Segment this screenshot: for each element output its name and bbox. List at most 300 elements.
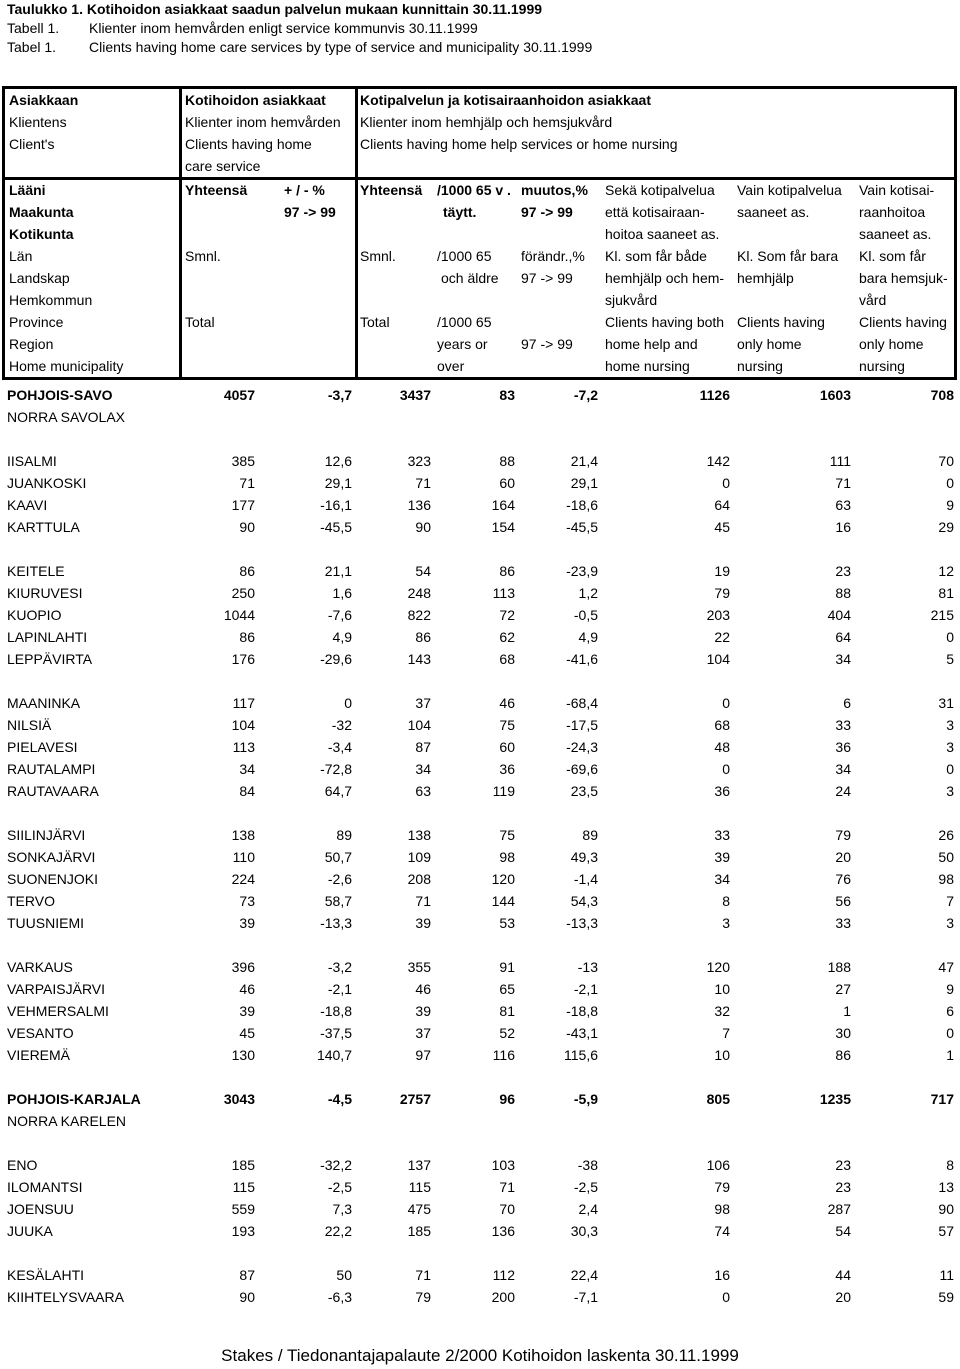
row-value-col-8: 3 bbox=[946, 915, 954, 931]
row-value-col-8: 6 bbox=[946, 1003, 954, 1019]
header-client-fi: Asiakkaan bbox=[9, 92, 79, 108]
row-value-col-5: 89 bbox=[582, 827, 598, 843]
row-value-col-6: 22 bbox=[714, 629, 730, 645]
row-value-col-4: 136 bbox=[491, 1223, 515, 1239]
header-c8-4: Kl. som får bbox=[859, 248, 926, 264]
row-value-col-7: 44 bbox=[835, 1267, 851, 1283]
row-area-name: VARPAISJÄRVI bbox=[7, 981, 106, 997]
row-value-col-6: 120 bbox=[706, 959, 730, 975]
row-area-name: ENO bbox=[7, 1157, 38, 1173]
row-value-col-5: -1,4 bbox=[573, 871, 598, 887]
table-row bbox=[0, 1198, 960, 1220]
row-value-col-2: -2,5 bbox=[327, 1179, 352, 1195]
row-value-col-7: 6 bbox=[843, 695, 851, 711]
row-value-col-6: 7 bbox=[722, 1025, 730, 1041]
row-value-col-8: 717 bbox=[930, 1091, 954, 1107]
row-value-col-1: 110 bbox=[232, 849, 255, 865]
row-value-col-1: 177 bbox=[231, 497, 255, 513]
row-value-col-6: 33 bbox=[714, 827, 730, 843]
header-c7-9: nursing bbox=[737, 358, 783, 374]
row-value-col-8: 13 bbox=[938, 1179, 954, 1195]
row-value-col-2: 7,3 bbox=[332, 1201, 352, 1217]
row-value-col-3: 39 bbox=[415, 915, 431, 931]
table-row bbox=[0, 604, 960, 626]
row-value-col-2: -2,6 bbox=[327, 871, 352, 887]
header-c5-sv-1: förändr.,% bbox=[521, 248, 585, 264]
header-area-en-2: Region bbox=[9, 336, 54, 352]
page-footer: Stakes / Tiedonantajapalaute 2/2000 Kotihoidon laskenta 30.11.1999 bbox=[221, 1346, 739, 1365]
row-value-col-3: 137 bbox=[407, 1157, 431, 1173]
table-header bbox=[2, 86, 957, 380]
row-value-col-5: -18,6 bbox=[566, 497, 598, 513]
row-value-col-5: -13,3 bbox=[566, 915, 598, 931]
title-en-label: Tabel 1. bbox=[7, 39, 57, 55]
row-value-col-6: 10 bbox=[714, 981, 730, 997]
header-c1-sv: Smnl. bbox=[185, 248, 221, 264]
row-value-col-4: 75 bbox=[499, 717, 515, 733]
row-value-col-5: 1,2 bbox=[578, 585, 598, 601]
row-area-name: VARKAUS bbox=[7, 959, 73, 975]
row-value-col-2: 50 bbox=[336, 1267, 352, 1283]
header-area-fi-3: Kotikunta bbox=[9, 226, 74, 242]
row-value-col-4: 116 bbox=[492, 1047, 515, 1063]
table-row bbox=[0, 1176, 960, 1198]
row-value-col-7: 36 bbox=[835, 739, 851, 755]
row-value-col-7: 287 bbox=[827, 1201, 851, 1217]
header-client-sv: Klientens bbox=[9, 114, 67, 130]
row-value-col-3: 79 bbox=[415, 1289, 431, 1305]
header-c6-9: home nursing bbox=[605, 358, 690, 374]
row-value-col-4: 81 bbox=[499, 1003, 515, 1019]
row-value-col-7: 23 bbox=[835, 563, 851, 579]
row-value-col-1: 104 bbox=[231, 717, 255, 733]
row-area-name: TUUSNIEMI bbox=[7, 915, 84, 931]
row-value-col-2: 89 bbox=[336, 827, 352, 843]
row-value-col-8: 26 bbox=[938, 827, 954, 843]
table-row bbox=[0, 890, 960, 912]
row-value-col-3: 185 bbox=[407, 1223, 431, 1239]
row-value-col-2: 1,6 bbox=[332, 585, 352, 601]
table-row bbox=[0, 912, 960, 934]
row-area-name: KARTTULA bbox=[7, 519, 80, 535]
header-service-sv: Klienter inom hemhjälp och hemsjukvård bbox=[360, 114, 613, 130]
row-value-col-5: 49,3 bbox=[570, 849, 598, 865]
row-value-col-4: 68 bbox=[499, 651, 515, 667]
header-c1-fi: Yhteensä bbox=[185, 182, 248, 198]
row-area-name: JOENSUU bbox=[7, 1201, 74, 1217]
header-c6-4: Kl. som får både bbox=[605, 248, 707, 264]
row-value-col-3: 104 bbox=[407, 717, 431, 733]
row-value-col-3: 46 bbox=[415, 981, 431, 997]
row-area-name: RAUTALAMPI bbox=[7, 761, 96, 777]
row-value-col-4: 60 bbox=[499, 475, 515, 491]
row-value-col-3: 54 bbox=[415, 563, 431, 579]
row-value-col-5: -38 bbox=[577, 1157, 598, 1173]
row-value-col-2: -18,8 bbox=[320, 1003, 352, 1019]
row-value-col-8: 90 bbox=[938, 1201, 954, 1217]
row-value-col-5: 29,1 bbox=[570, 475, 598, 491]
row-value-col-7: 20 bbox=[835, 1289, 851, 1305]
header-service-fi: Kotipalvelun ja kotisairaanhoidon asiakkaat bbox=[360, 92, 651, 108]
row-value-col-6: 45 bbox=[714, 519, 730, 535]
row-value-col-4: 98 bbox=[499, 849, 515, 865]
row-area-name: SONKAJÄRVI bbox=[7, 849, 96, 865]
row-value-col-4: 70 bbox=[499, 1201, 515, 1217]
row-value-col-2: 140,7 bbox=[316, 1047, 352, 1063]
row-value-col-7: 76 bbox=[835, 871, 851, 887]
row-value-col-6: 64 bbox=[714, 497, 730, 513]
row-value-col-7: 34 bbox=[835, 651, 851, 667]
row-value-col-7: 54 bbox=[835, 1223, 851, 1239]
row-value-col-4: 83 bbox=[499, 387, 515, 403]
row-value-col-6: 19 bbox=[714, 563, 730, 579]
row-value-col-8: 5 bbox=[946, 651, 954, 667]
row-value-col-6: 142 bbox=[706, 453, 730, 469]
row-value-col-6: 106 bbox=[706, 1157, 730, 1173]
row-value-col-4: 71 bbox=[499, 1179, 515, 1195]
row-value-col-7: 20 bbox=[835, 849, 851, 865]
row-value-col-5: -68,4 bbox=[566, 695, 598, 711]
row-value-col-1: 39 bbox=[239, 915, 255, 931]
row-value-col-1: 117 bbox=[232, 695, 255, 711]
row-area-name: JUUKA bbox=[7, 1223, 53, 1239]
row-value-col-2: 64,7 bbox=[324, 783, 352, 799]
row-value-col-1: 559 bbox=[231, 1201, 255, 1217]
header-area-en-3: Home municipality bbox=[9, 358, 124, 374]
table-row bbox=[0, 560, 960, 582]
row-value-col-4: 112 bbox=[492, 1267, 515, 1283]
header-area-sv-2: Landskap bbox=[9, 270, 70, 286]
row-value-col-5: 115,6 bbox=[564, 1047, 598, 1063]
row-value-col-6: 104 bbox=[706, 651, 730, 667]
header-c3-fi: Yhteensä bbox=[360, 182, 423, 198]
table-row bbox=[0, 1000, 960, 1022]
header-c4-en-3: over bbox=[437, 358, 465, 374]
row-value-col-6: 79 bbox=[714, 1179, 730, 1195]
row-area-name: JUANKOSKI bbox=[7, 475, 87, 491]
row-value-col-1: 86 bbox=[239, 563, 255, 579]
row-area-name: POHJOIS-SAVO bbox=[7, 387, 113, 403]
row-area-name: SUONENJOKI bbox=[7, 871, 99, 887]
row-value-col-8: 3 bbox=[946, 783, 954, 799]
row-value-col-3: 37 bbox=[415, 1025, 431, 1041]
row-value-col-6: 16 bbox=[714, 1267, 730, 1283]
row-value-col-1: 224 bbox=[231, 871, 255, 887]
row-value-col-3: 822 bbox=[407, 607, 431, 623]
row-value-col-2: -3,7 bbox=[327, 387, 352, 403]
table-row bbox=[0, 582, 960, 604]
row-value-col-5: -23,9 bbox=[566, 563, 598, 579]
row-value-col-3: 136 bbox=[407, 497, 431, 513]
row-value-col-1: 90 bbox=[239, 519, 255, 535]
row-value-col-3: 87 bbox=[415, 739, 431, 755]
row-value-col-8: 8 bbox=[946, 1157, 954, 1173]
header-c1-en: Total bbox=[185, 314, 215, 330]
row-value-col-6: 36 bbox=[714, 783, 730, 799]
row-value-col-7: 79 bbox=[835, 827, 851, 843]
row-value-col-3: 71 bbox=[415, 1267, 431, 1283]
header-client-en: Client's bbox=[9, 136, 55, 152]
row-area-name: SIILINJÄRVI bbox=[7, 827, 86, 843]
row-value-col-2: -45,5 bbox=[320, 519, 352, 535]
header-service-en: Clients having home help services or home nursing bbox=[360, 136, 678, 152]
row-area-name: TERVO bbox=[7, 893, 55, 909]
row-value-col-4: 154 bbox=[491, 519, 515, 535]
row-area-name: LEPPÄVIRTA bbox=[7, 651, 93, 667]
row-value-col-2: -37,5 bbox=[320, 1025, 352, 1041]
row-value-col-3: 355 bbox=[407, 959, 431, 975]
row-area-name: KEITELE bbox=[7, 563, 65, 579]
row-value-col-5: 54,3 bbox=[570, 893, 598, 909]
row-value-col-2: 50,7 bbox=[324, 849, 352, 865]
row-value-col-4: 53 bbox=[499, 915, 515, 931]
row-value-col-2: -6,3 bbox=[327, 1289, 352, 1305]
header-homecare-fi: Kotihoidon asiakkaat bbox=[185, 92, 326, 108]
row-value-col-1: 385 bbox=[231, 453, 255, 469]
row-value-col-5: -18,8 bbox=[566, 1003, 598, 1019]
row-value-col-1: 176 bbox=[231, 651, 255, 667]
header-c8-5: bara hemsjuk- bbox=[859, 270, 948, 286]
header-c6-1: Sekä kotipalvelua bbox=[605, 182, 715, 198]
row-value-col-6: 1126 bbox=[699, 387, 730, 403]
row-area-name: RAUTAVAARA bbox=[7, 783, 99, 799]
header-c5-sv-2: 97 -> 99 bbox=[521, 270, 573, 286]
row-value-col-1: 39 bbox=[239, 1003, 255, 1019]
row-value-col-3: 37 bbox=[415, 695, 431, 711]
row-value-col-5: -45,5 bbox=[566, 519, 598, 535]
row-area-name: PIELAVESI bbox=[7, 739, 78, 755]
header-c8-2: raanhoitoa bbox=[859, 204, 926, 220]
header-divider bbox=[355, 89, 358, 377]
row-value-col-1: 46 bbox=[239, 981, 255, 997]
row-value-col-2: 12,6 bbox=[324, 453, 352, 469]
row-value-col-7: 27 bbox=[835, 981, 851, 997]
row-value-col-5: -13 bbox=[577, 959, 598, 975]
header-c8-8: only home bbox=[859, 336, 924, 352]
row-value-col-5: -17,5 bbox=[566, 717, 598, 733]
header-c8-3: saaneet as. bbox=[859, 226, 932, 242]
row-value-col-4: 46 bbox=[499, 695, 515, 711]
row-value-col-6: 805 bbox=[706, 1091, 730, 1107]
row-value-col-7: 1 bbox=[843, 1003, 851, 1019]
row-area-name: NORRA KARELEN bbox=[7, 1113, 127, 1129]
row-value-col-5: -5,9 bbox=[573, 1091, 598, 1107]
header-c6-6: sjukvård bbox=[605, 292, 658, 308]
row-value-col-1: 250 bbox=[231, 585, 255, 601]
table-row bbox=[0, 736, 960, 758]
header-area-fi-2: Maakunta bbox=[9, 204, 74, 220]
header-area-sv-1: Län bbox=[9, 248, 33, 264]
row-value-col-6: 8 bbox=[722, 893, 730, 909]
table-row bbox=[0, 714, 960, 736]
row-value-col-8: 9 bbox=[946, 497, 954, 513]
table-row bbox=[0, 648, 960, 670]
table-row bbox=[0, 1022, 960, 1044]
header-c3-sv: Smnl. bbox=[360, 248, 396, 264]
row-value-col-4: 91 bbox=[499, 959, 515, 975]
row-value-col-8: 81 bbox=[938, 585, 954, 601]
row-value-col-6: 79 bbox=[714, 585, 730, 601]
row-value-col-6: 98 bbox=[714, 1201, 730, 1217]
table-titles bbox=[7, 0, 592, 57]
header-c6-2: että kotisairaan- bbox=[605, 204, 705, 220]
row-value-col-3: 143 bbox=[407, 651, 431, 667]
row-value-col-5: -41,6 bbox=[566, 651, 598, 667]
row-area-name: LAPINLAHTI bbox=[7, 629, 88, 645]
row-area-name: NORRA SAVOLAX bbox=[7, 409, 126, 425]
row-value-col-4: 72 bbox=[499, 607, 515, 623]
row-value-col-1: 84 bbox=[239, 783, 255, 799]
row-value-col-1: 396 bbox=[231, 959, 255, 975]
row-value-col-8: 31 bbox=[938, 695, 954, 711]
row-value-col-6: 0 bbox=[722, 475, 730, 491]
row-value-col-7: 64 bbox=[835, 629, 851, 645]
row-value-col-7: 34 bbox=[835, 761, 851, 777]
row-value-col-7: 56 bbox=[835, 893, 851, 909]
row-value-col-7: 1603 bbox=[819, 387, 851, 403]
header-c5-fi-1: muutos,% bbox=[521, 182, 588, 198]
row-value-col-1: 3043 bbox=[223, 1091, 255, 1107]
row-value-col-5: -43,1 bbox=[566, 1025, 598, 1041]
row-value-col-8: 0 bbox=[946, 761, 954, 777]
table-row bbox=[0, 450, 960, 472]
row-value-col-7: 23 bbox=[835, 1179, 851, 1195]
row-value-col-3: 34 bbox=[415, 761, 431, 777]
row-area-name: KAAVI bbox=[7, 497, 48, 513]
row-value-col-8: 3 bbox=[946, 717, 954, 733]
row-value-col-4: 86 bbox=[499, 563, 515, 579]
title-sv-text: Klienter inom hemvården enligt service kommunvis 30.11.1999 bbox=[89, 20, 478, 36]
row-value-col-8: 57 bbox=[938, 1223, 954, 1239]
row-value-col-6: 0 bbox=[722, 695, 730, 711]
row-value-col-4: 96 bbox=[499, 1091, 515, 1107]
row-value-col-2: -2,1 bbox=[327, 981, 352, 997]
row-value-col-1: 86 bbox=[239, 629, 255, 645]
header-c5-en: 97 -> 99 bbox=[521, 336, 573, 352]
row-value-col-8: 0 bbox=[946, 475, 954, 491]
row-area-name: ILOMANTSI bbox=[7, 1179, 83, 1195]
header-c6-5: hemhjälp och hem- bbox=[605, 270, 725, 286]
header-c4-sv-2: och äldre bbox=[441, 270, 499, 286]
row-value-col-6: 10 bbox=[714, 1047, 730, 1063]
table-row bbox=[0, 692, 960, 714]
row-value-col-2: 4,9 bbox=[332, 629, 352, 645]
header-area-en-1: Province bbox=[9, 314, 64, 330]
row-value-col-8: 59 bbox=[938, 1289, 954, 1305]
row-value-col-6: 68 bbox=[714, 717, 730, 733]
row-value-col-1: 73 bbox=[239, 893, 255, 909]
row-value-col-5: 22,4 bbox=[570, 1267, 598, 1283]
row-area-name: VESANTO bbox=[7, 1025, 74, 1041]
header-c7-2: saaneet as. bbox=[737, 204, 810, 220]
row-value-col-1: 34 bbox=[239, 761, 255, 777]
row-value-col-3: 71 bbox=[415, 893, 431, 909]
row-value-col-7: 23 bbox=[835, 1157, 851, 1173]
row-value-col-3: 3437 bbox=[399, 387, 431, 403]
row-value-col-2: 58,7 bbox=[324, 893, 352, 909]
header-area-fi-1: Lääni bbox=[9, 182, 46, 198]
row-value-col-2: -3,2 bbox=[327, 959, 352, 975]
table-row bbox=[0, 1044, 960, 1066]
row-value-col-4: 120 bbox=[491, 871, 515, 887]
row-value-col-5: 4,9 bbox=[578, 629, 598, 645]
table-row bbox=[0, 758, 960, 780]
header-c7-8: only home bbox=[737, 336, 802, 352]
row-value-col-5: -2,5 bbox=[573, 1179, 598, 1195]
header-homecare-en: Clients having home bbox=[185, 136, 312, 152]
row-value-col-4: 119 bbox=[492, 783, 515, 799]
row-value-col-8: 215 bbox=[930, 607, 954, 623]
table-row bbox=[0, 1088, 960, 1110]
row-value-col-5: -7,1 bbox=[573, 1289, 598, 1305]
row-value-col-1: 138 bbox=[231, 827, 255, 843]
row-value-col-8: 1 bbox=[946, 1047, 954, 1063]
row-value-col-8: 708 bbox=[930, 387, 954, 403]
header-c4-fi-1: /1000 65 v . bbox=[437, 182, 511, 198]
row-value-col-2: 21,1 bbox=[324, 563, 352, 579]
row-area-name: NILSIÄ bbox=[7, 717, 52, 733]
row-value-col-7: 24 bbox=[835, 783, 851, 799]
row-value-col-1: 130 bbox=[231, 1047, 255, 1063]
row-value-col-7: 33 bbox=[835, 717, 851, 733]
table-row bbox=[0, 978, 960, 1000]
table-row bbox=[0, 1220, 960, 1242]
row-value-col-6: 74 bbox=[714, 1223, 730, 1239]
table-row bbox=[0, 824, 960, 846]
row-value-col-1: 4057 bbox=[223, 387, 255, 403]
row-value-col-3: 63 bbox=[415, 783, 431, 799]
row-value-col-2: 22,2 bbox=[324, 1223, 352, 1239]
title-en-text: Clients having home care services by type of service and municipality 30.11.1999 bbox=[89, 39, 593, 55]
table-row bbox=[0, 626, 960, 648]
header-area-sv-3: Hemkommun bbox=[9, 292, 93, 308]
row-value-col-8: 29 bbox=[938, 519, 954, 535]
title-sv-label: Tabell 1. bbox=[7, 20, 60, 36]
row-value-col-6: 0 bbox=[722, 1289, 730, 1305]
row-value-col-4: 164 bbox=[491, 497, 515, 513]
header-c7-7: Clients having bbox=[737, 314, 825, 330]
row-value-col-5: -24,3 bbox=[566, 739, 598, 755]
row-area-name: POHJOIS-KARJALA bbox=[7, 1091, 141, 1107]
row-value-col-2: -4,5 bbox=[327, 1091, 352, 1107]
row-value-col-6: 39 bbox=[714, 849, 730, 865]
header-c8-1: Vain kotisai- bbox=[859, 182, 935, 198]
row-value-col-4: 200 bbox=[491, 1289, 515, 1305]
header-c6-7: Clients having both bbox=[605, 314, 725, 330]
row-value-col-4: 65 bbox=[499, 981, 515, 997]
row-value-col-3: 323 bbox=[407, 453, 431, 469]
table-row bbox=[0, 956, 960, 978]
header-c8-7: Clients having bbox=[859, 314, 947, 330]
row-value-col-1: 193 bbox=[231, 1223, 255, 1239]
row-value-col-3: 208 bbox=[407, 871, 431, 887]
header-c7-5: hemhjälp bbox=[737, 270, 794, 286]
header-homecare-sv: Klienter inom hemvården bbox=[185, 114, 341, 130]
row-value-col-6: 203 bbox=[706, 607, 730, 623]
row-value-col-3: 138 bbox=[407, 827, 431, 843]
row-value-col-4: 113 bbox=[492, 585, 515, 601]
row-value-col-8: 47 bbox=[938, 959, 954, 975]
table-row bbox=[0, 494, 960, 516]
row-value-col-4: 75 bbox=[499, 827, 515, 843]
row-value-col-3: 115 bbox=[408, 1179, 431, 1195]
row-value-col-4: 62 bbox=[499, 629, 515, 645]
table-row bbox=[0, 384, 960, 406]
row-value-col-7: 16 bbox=[835, 519, 851, 535]
table-row bbox=[0, 406, 960, 428]
row-value-col-3: 248 bbox=[407, 585, 431, 601]
row-value-col-6: 48 bbox=[714, 739, 730, 755]
